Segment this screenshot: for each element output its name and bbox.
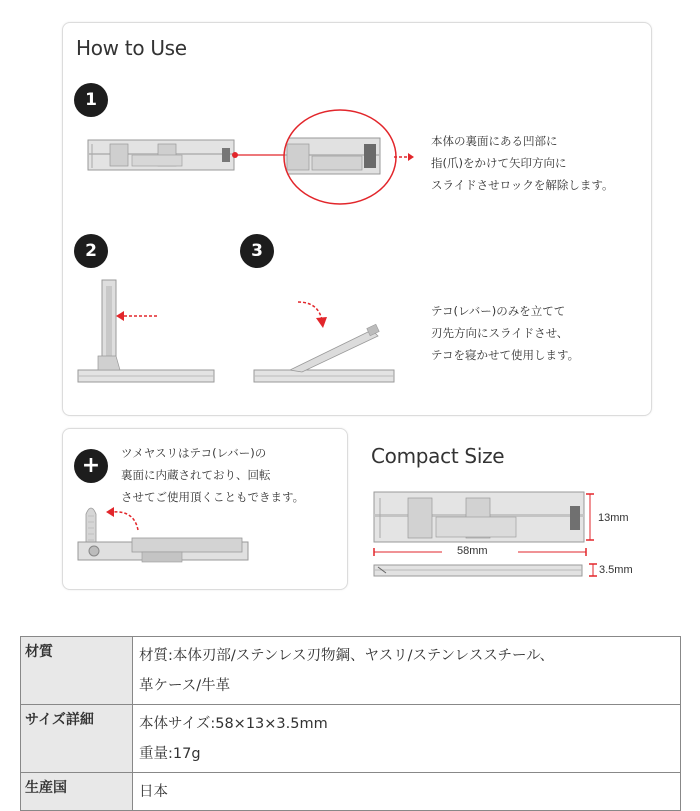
- step-1-instructions: [431, 130, 614, 196]
- rotate-down-arrow-icon: [296, 298, 328, 330]
- step-2-badge: 2: [74, 234, 108, 268]
- thickness-dimension-marker: [588, 562, 598, 578]
- material-line: 材質:本体刃部/ステンレス刃物鋼、ヤスリ/ステンレススチール、: [139, 648, 554, 664]
- slide-left-arrow-icon: [116, 310, 158, 322]
- how-to-use-title: How to Use: [76, 36, 187, 60]
- size-label: サイズ詳細: [21, 705, 133, 773]
- plus-badge: +: [74, 449, 108, 483]
- material-label: 材質: [21, 637, 133, 705]
- height-dimension-label: 13mm: [598, 512, 629, 524]
- width-dimension-label: 58mm: [457, 545, 488, 557]
- slide-arrow-icon: [394, 152, 416, 162]
- file-feature-line: させてご使用頂くこともできます。: [121, 490, 305, 504]
- material-value: [133, 637, 681, 705]
- size-line: 本体サイズ:58×13×3.5mm: [139, 716, 328, 732]
- spec-table: [20, 636, 681, 811]
- compact-size-title: Compact Size: [371, 444, 505, 468]
- file-feature-line: 裏面に内蔵されており、回転: [121, 468, 271, 482]
- step-1-line: スライドさせロックを解除します。: [431, 178, 614, 192]
- clipper-top-view: [374, 492, 586, 546]
- step-2-3-line: テコを寝かせて使用します。: [431, 348, 580, 362]
- step-1-line: 指(爪)をかけて矢印方向に: [431, 156, 567, 170]
- material-line: 革ケース/牛革: [139, 678, 231, 694]
- step-2-3-line: テコ(レバー)のみを立てて: [431, 304, 566, 318]
- file-feature-line: ツメヤスリはテコ(レバー)の: [121, 446, 267, 460]
- rotate-up-arrow-icon: [104, 506, 140, 532]
- nail-file-illustration: [72, 500, 252, 574]
- clipper-illustration-step1: [88, 140, 238, 174]
- table-row: [21, 705, 681, 773]
- height-dimension-marker: [584, 492, 596, 544]
- step-1-line: 本体の裏面にある凹部に: [431, 134, 558, 148]
- step-3-badge: 3: [240, 234, 274, 268]
- clipper-side-view: [372, 563, 586, 579]
- step-2-3-instructions: [431, 300, 579, 366]
- size-line: 重量:17g: [139, 746, 201, 762]
- clipper-illustration-step2: [76, 276, 218, 388]
- clipper-illustration-step3: [250, 320, 420, 390]
- step-1-badge: 1: [74, 83, 108, 117]
- step-2-3-line: 刃先方向にスライドさせ、: [431, 326, 569, 340]
- origin-line: 日本: [139, 784, 168, 800]
- zoom-detail-circle: [282, 108, 402, 208]
- origin-label: 生産国: [21, 773, 133, 811]
- file-feature-text: [121, 442, 304, 508]
- thickness-dimension-label: 3.5mm: [599, 564, 633, 576]
- size-value: [133, 705, 681, 773]
- table-row: [21, 637, 681, 705]
